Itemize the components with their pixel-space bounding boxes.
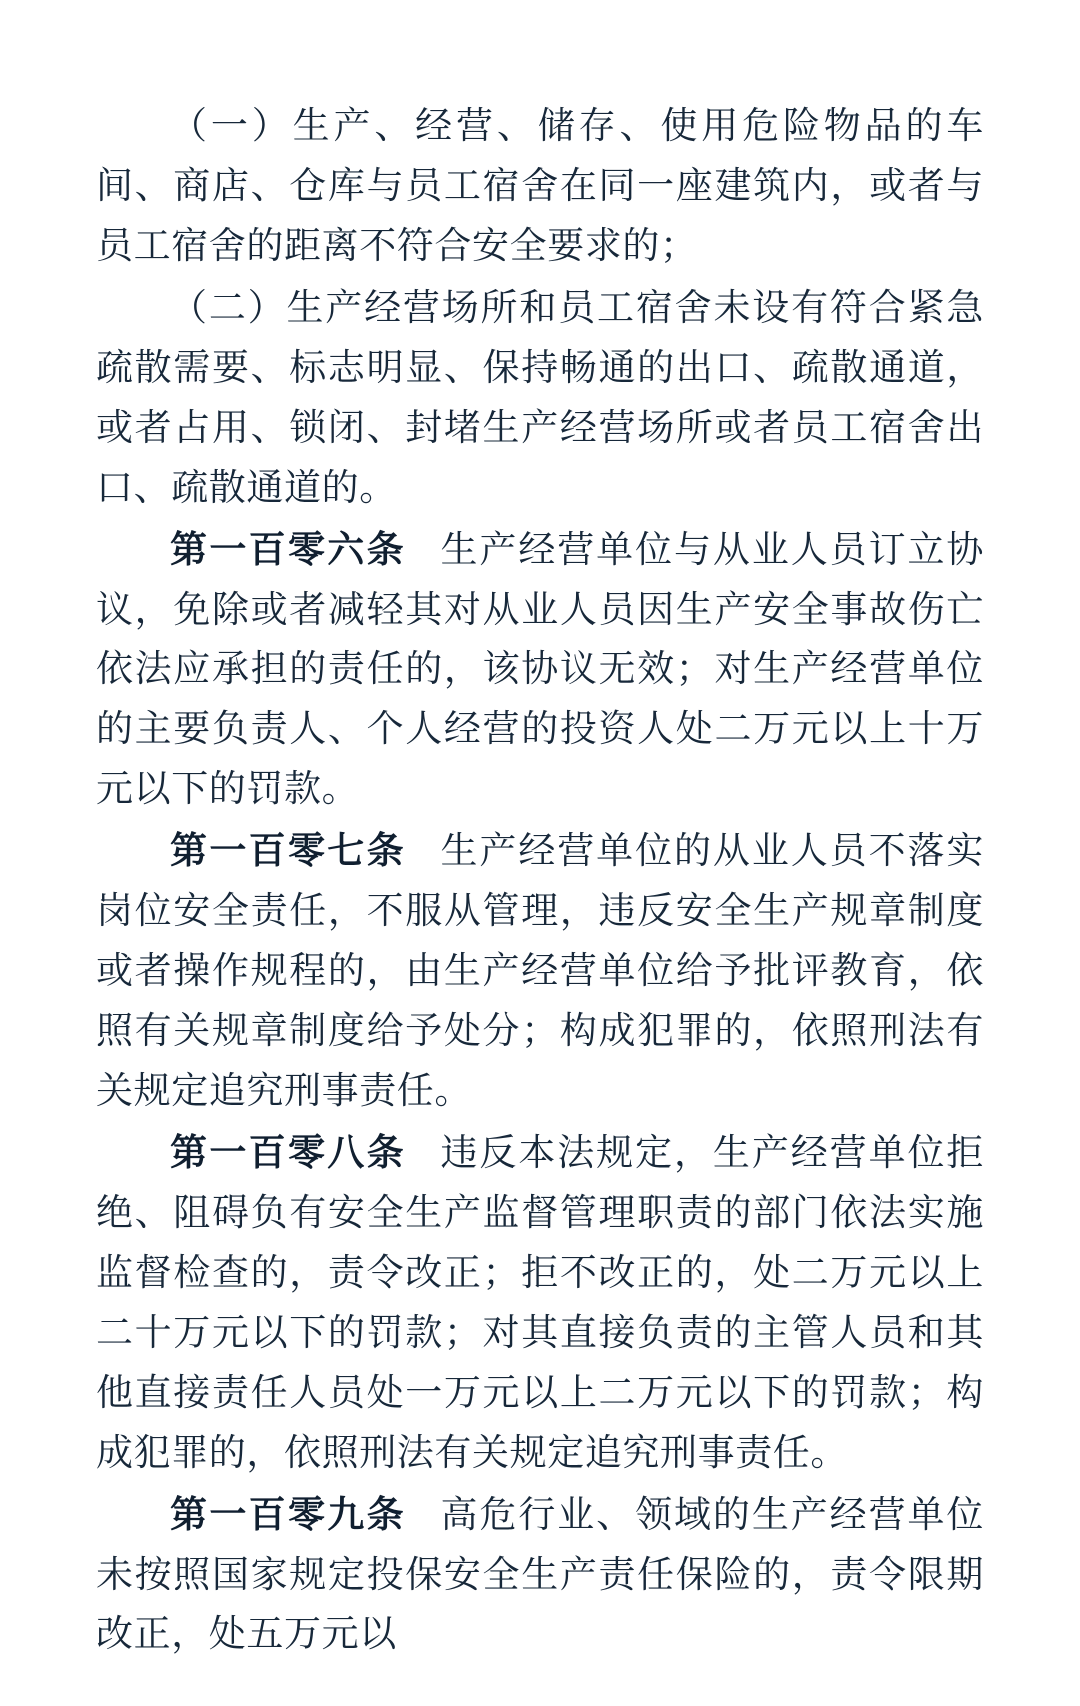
paragraph-text: （二）生产经营场所和员工宿舍未设有符合紧急疏散需要、标志明显、保持畅通的出口、疏散通道，或者占用、锁闭、封堵生产经营场所或者员工宿舍出口、疏散通道的。 — [96, 285, 984, 509]
paragraph-article-108 — [96, 1123, 984, 1483]
article-label: 第一百零六条 — [170, 526, 406, 571]
paragraph-text: 生产经营单位与从业人员订立协议，免除或者减轻其对从业人员因生产安全事故伤亡依法应承担的责任的，该协议无效；对生产经营单位的主要负责人、个人经营的投资人处二万元以上十万元以下的罚款。 — [96, 527, 984, 811]
paragraph-text: 高危行业、领域的生产经营单位未按照国家规定投保安全生产责任保险的，责令限期改正，处五万元以 — [96, 1492, 984, 1656]
paragraph-article-107 — [96, 821, 984, 1121]
article-label: 第一百零八条 — [170, 1129, 406, 1174]
paragraph-item-2 — [96, 278, 984, 518]
article-label: 第一百零七条 — [170, 828, 406, 873]
document-body — [96, 96, 984, 1664]
paragraph-text: 生产经营单位的从业人员不落实岗位安全责任，不服从管理，违反安全生产规章制度或者操作规程的，由生产经营单位给予批评教育，依照有关规章制度给予处分；构成犯罪的，依照刑法有关规定追究刑事责任。 — [96, 829, 984, 1112]
article-label: 第一百零九条 — [170, 1491, 406, 1536]
paragraph-article-109 — [96, 1485, 984, 1665]
paragraph-text: 违反本法规定，生产经营单位拒绝、阻碍负有安全生产监督管理职责的部门依法实施监督检查的，责令改正；拒不改正的，处二万元以上二十万元以下的罚款；对其直接负责的主管人员和其他直接责任人员处一万元以上二万元以下的罚款；构成犯罪的，依照刑法有关规定追究刑事责任。 — [96, 1130, 984, 1474]
paragraph-item-1 — [96, 96, 984, 276]
paragraph-text: （一）生产、经营、储存、使用危险物品的车间、商店、仓库与员工宿舍在同一座建筑内，或者与员工宿舍的距离不符合安全要求的； — [96, 104, 984, 267]
paragraph-article-106 — [96, 520, 984, 820]
